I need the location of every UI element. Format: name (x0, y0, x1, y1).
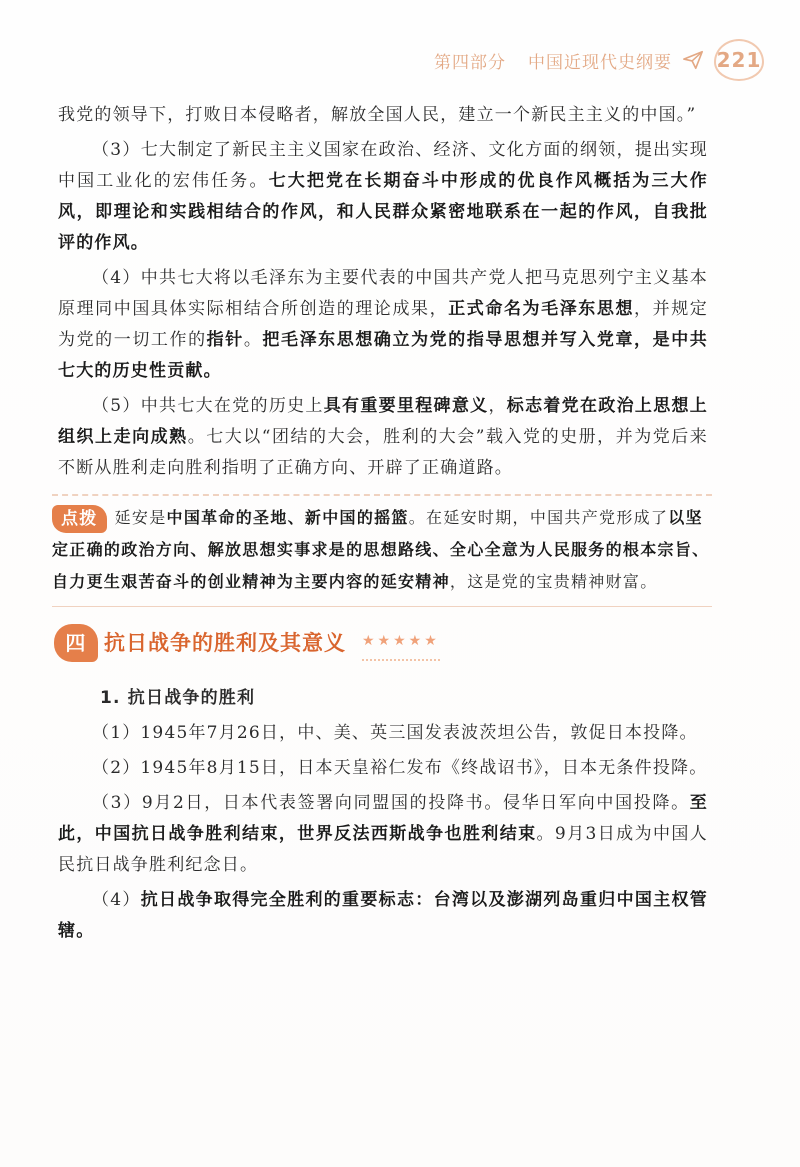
tip-text-1: 延安是 (114, 508, 167, 527)
item4-text: （4） (92, 890, 141, 910)
item-3 (58, 788, 708, 881)
item-1: （1）1945年7月26日，中、美、英三国发表波茨坦公告，敦促日本投降。 (92, 723, 698, 743)
tip-text-2: 。在延安时期，中国共产党形成了 (408, 508, 669, 527)
item4-bold: 抗日战争取得完全胜利的重要标志：台湾以及澎湖列岛重归中国主权管辖。 (58, 890, 709, 941)
para5-text-2: ， (488, 396, 507, 416)
paper-plane-icon (682, 49, 704, 71)
para5-bold-2: 标志着党在政治上思想上组织上走向成熟 (58, 396, 708, 447)
section-heading (54, 623, 708, 663)
item-4 (58, 885, 708, 947)
para5-bold-1: 具有重要里程碑意义 (323, 396, 489, 416)
para4-text-1: （4）中共七大将以毛泽东为主要代表的中国共产党人把马克思列宁主义基本原理同中国具体实际相结合所创造的理论成果， (58, 268, 708, 319)
tip-text-3: ，这是党的宝贵精神财富。 (449, 572, 658, 591)
section-number: 四 (54, 624, 98, 662)
importance-stars: ★★★★★ (362, 626, 440, 661)
header-part: 第四部分 (434, 52, 506, 73)
page-number: 221 (714, 39, 764, 81)
tip-bold-2: 以坚定正确的政治方向、解放思想实事求是的思想路线、全心全意为人民服务的根本宗旨、自力更生艰苦奋斗的创业精神为主要内容的延安精神 (52, 508, 710, 591)
para4-bold-2: 指针 (206, 330, 244, 350)
section-title: 抗日战争的胜利及其意义 (104, 630, 346, 655)
header-book-title: 中国近现代史纲要 (528, 52, 672, 73)
paragraph-5 (58, 391, 708, 484)
item3-bold: 至此，中国抗日战争胜利结束，世界反法西斯战争也胜利结束 (58, 793, 708, 844)
para4-bold-3: 把毛泽东思想确立为党的指导思想并写入党章，是中共七大的历史性贡献。 (58, 330, 708, 381)
para5-text-3: 。七大以“团结的大会，胜利的大会”载入党的史册，并为党后来不断从胜利走向胜利指明了正确方向、开辟了正确道路。 (58, 427, 708, 478)
item3-text-1: （3）9月2日，日本代表签署向同盟国的投降书。侵华日军向中国投降。 (92, 793, 690, 813)
paragraph-continuation: 我党的领导下，打败日本侵略者，解放全国人民，建立一个新民主主义的中国。” (58, 105, 697, 125)
tip-bold-1: 中国革命的圣地、新中国的摇篮 (166, 508, 409, 527)
paragraph-3 (58, 135, 708, 259)
para3-bold: 七大把党在长期奋斗中形成的优良作风概括为三大作风，即理论和实践相结合的作风，和人民群众紧密地联系在一起的作风，自我批评的作风。 (58, 171, 708, 253)
subsection-title: 1. 抗日战争的胜利 (100, 688, 256, 708)
tip-badge: 点拨 (52, 505, 107, 533)
para4-bold-1: 正式命名为毛泽东思想 (448, 299, 635, 319)
page-header (434, 40, 764, 80)
para4-text-2: ，并规定为党的一切工作的 (58, 299, 708, 350)
paragraph-4 (58, 263, 708, 387)
para4-text-3: 。 (243, 330, 263, 350)
para5-text-1: （5）中共七大在党的历史上 (92, 396, 324, 416)
tip-box (52, 494, 712, 607)
main-content (52, 100, 710, 951)
para3-text: （3）七大制定了新民主主义国家在政治、经济、文化方面的纲领，提出实现中国工业化的宏伟任务。 (58, 140, 708, 191)
item3-text-2: 。9月3日成为中国人民抗日战争胜利纪念日。 (58, 824, 708, 875)
item-2: （2）1945年8月15日，日本天皇裕仁发布《终战诏书》，日本无条件投降。 (92, 758, 708, 778)
